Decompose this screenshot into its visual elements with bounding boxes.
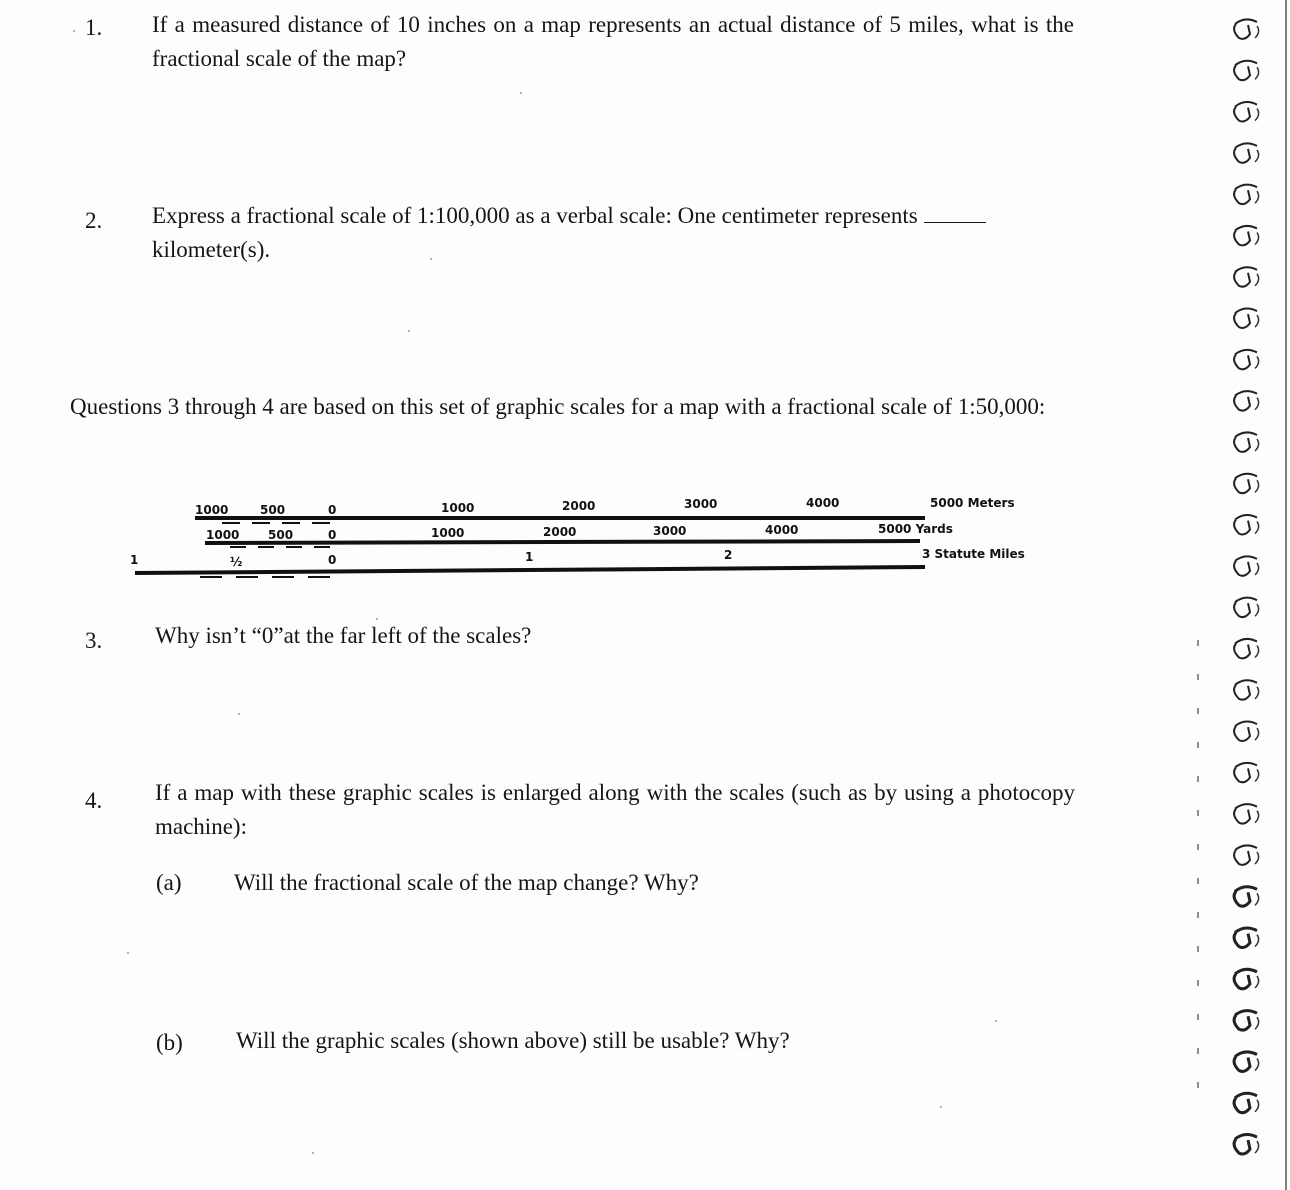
scan-speck [520,92,522,94]
yards-label-2000: 2000 [543,525,577,539]
binding-loop [1234,1135,1259,1154]
binding-loop [1234,391,1259,410]
miles-label-3: 3 Statute Miles [922,547,1025,561]
question-3-number: 3. [85,628,103,653]
miles-scale [130,547,1025,577]
meters-label-1000-left: 1000 [195,503,229,517]
question-3-text: Why isn’t “0”at the far left of the scales? [155,623,532,648]
question-4-number: 4. [85,788,103,813]
binding-loop [1234,19,1259,38]
miles-label-0: 0 [328,553,337,567]
binding-loops [1234,19,1259,1154]
binding-loop [1234,515,1259,534]
meters-label-2000: 2000 [562,499,596,513]
scan-speck [73,30,75,32]
question-4a-label: (a) [156,870,182,895]
binding-loop [1234,143,1259,162]
question-1-number: 1. [85,15,103,40]
question-2-text-before: Express a fractional scale of 1:100,000 as a verbal scale: One centimeter represents [152,203,918,228]
scan-speck [408,330,410,332]
binding-loop [1234,61,1259,80]
yards-label-1000: 1000 [431,526,465,540]
miles-label-1-left: 1 [130,553,139,567]
binding-loop [1234,763,1259,782]
binding-loop [1234,598,1259,617]
miles-label-1: 1 [525,550,534,564]
miles-label-half: ½ [230,555,243,569]
binding-loop [1234,1093,1259,1112]
meters-label-4000: 4000 [806,496,840,510]
question-1-text: If a measured distance of 10 inches on a map represents an actual distance of 5 miles, what is the fractional scale of the map? [152,12,1074,71]
scan-speck [430,258,432,260]
question-2-text-after: kilometer(s). [152,237,271,262]
binding-loop [1234,845,1259,864]
binding-loop [1234,680,1259,699]
binding-loop [1234,432,1259,451]
scan-speck [127,952,129,954]
binding-loop [1234,969,1259,988]
questions-3-4-intro: Questions 3 through 4 are based on this set of graphic scales for a map with a fractional scale of 1:50,000: [70,394,1046,419]
scan-speck [376,618,378,620]
scan-speck [312,1152,314,1154]
question-4-text: If a map with these graphic scales is enlarged along with the scales (such as by using a photocopy machine): [155,780,1075,839]
spiral-binding [1180,0,1290,1190]
question-4a-text: Will the fractional scale of the map change? Why? [234,870,699,895]
meters-label-500: 500 [260,503,286,517]
meters-scale [195,496,1015,523]
meters-label-5000: 5000 Meters [930,496,1015,510]
yards-label-1000-left: 1000 [206,528,240,542]
yards-label-0: 0 [328,528,337,542]
question-4b-label: (b) [156,1030,183,1055]
scan-speck [238,713,240,715]
yards-scale-bar [205,541,920,543]
scan-speck [940,1106,942,1108]
binding-loop [1234,722,1259,741]
miles-scale-bar [135,567,925,573]
binding-loop [1234,1052,1259,1071]
binding-loop [1234,556,1259,575]
yards-label-5000: 5000 Yards [878,522,953,536]
binding-loop [1234,185,1259,204]
binding-loop [1234,226,1259,245]
binding-loop [1234,804,1259,823]
binding-loop [1234,639,1259,658]
binding-loop [1234,102,1259,121]
binding-loop [1234,928,1259,947]
question-2-number: 2. [85,208,103,233]
question-4b-text: Will the graphic scales (shown above) still be usable? Why? [236,1028,790,1053]
binding-loop [1234,1011,1259,1030]
miles-label-2: 2 [724,548,733,562]
binding-loop [1234,350,1259,369]
yards-scale [205,522,953,547]
meters-label-1000: 1000 [441,501,475,515]
yards-label-500: 500 [268,528,294,542]
binding-loop [1234,887,1259,906]
scan-speck [995,1020,997,1022]
meters-label-0: 0 [328,503,337,517]
yards-label-4000: 4000 [765,523,799,537]
yards-label-3000: 3000 [653,524,687,538]
meters-label-3000: 3000 [684,497,718,511]
binding-loop [1234,309,1259,328]
binding-loop [1234,474,1259,493]
binding-loop [1234,267,1259,286]
